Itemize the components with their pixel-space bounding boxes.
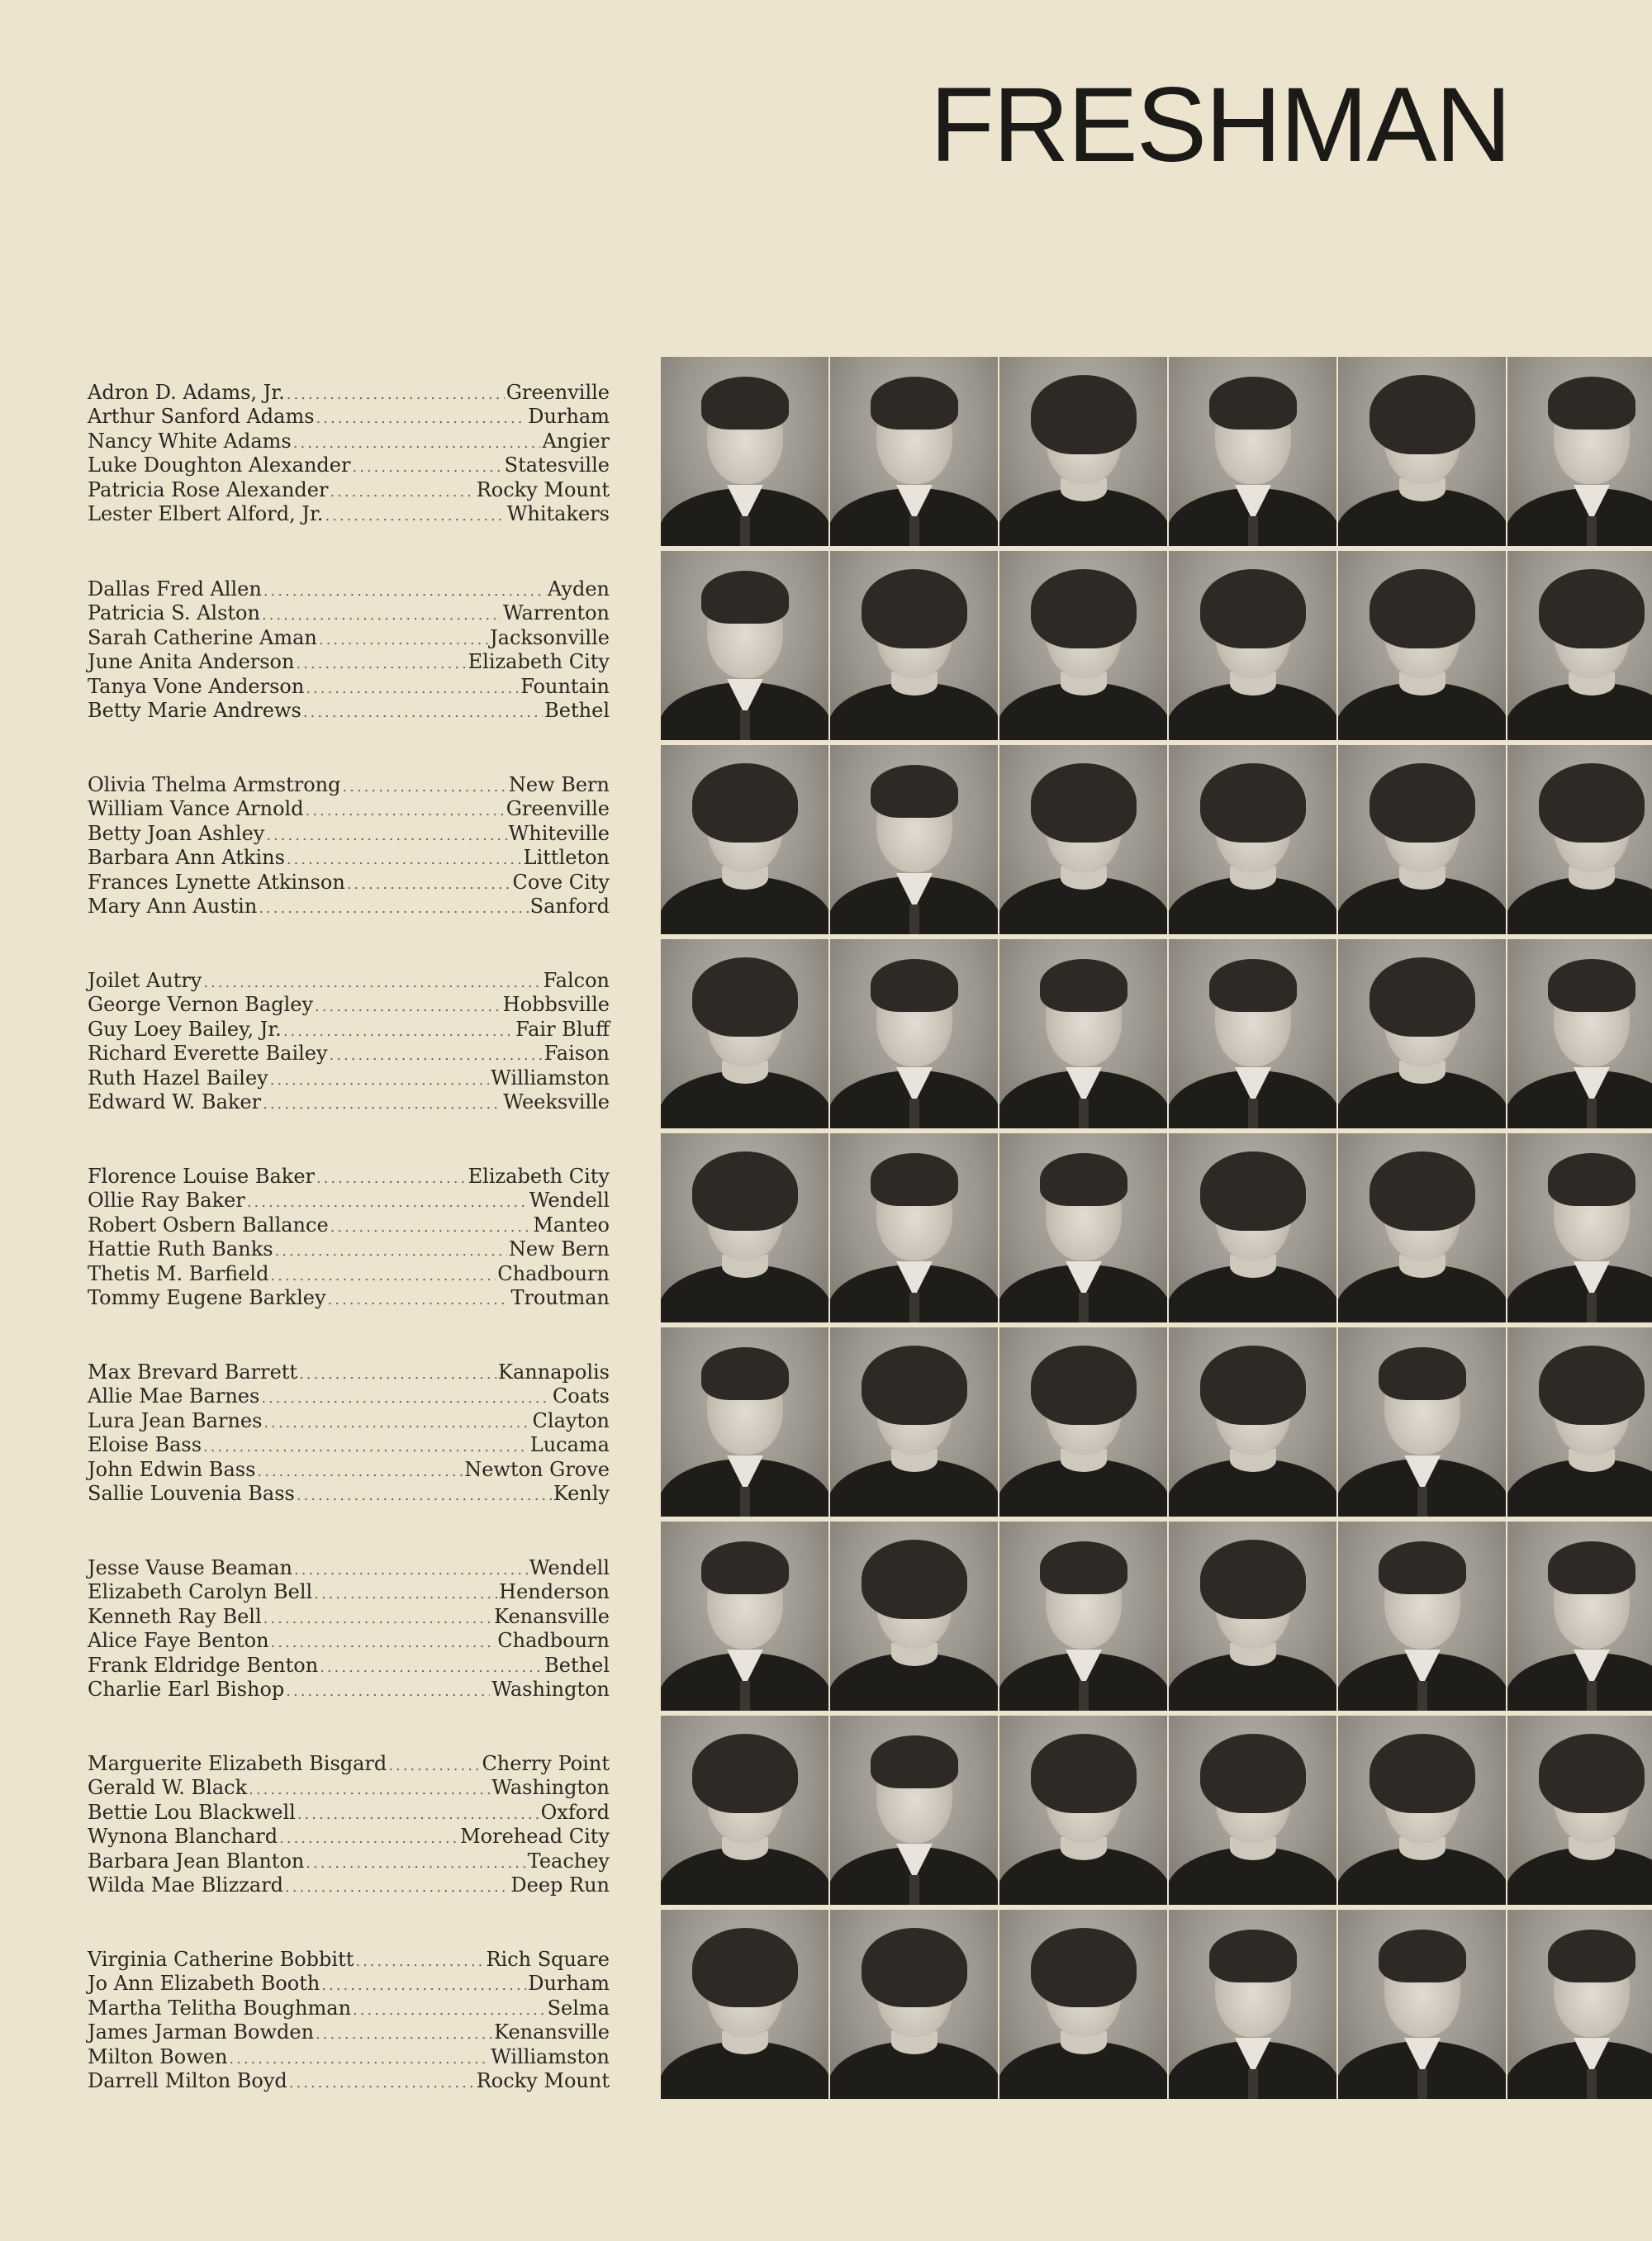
- leader-dots: [316, 2023, 492, 2045]
- student-portrait: [661, 551, 828, 740]
- hometown: Teachey: [527, 1849, 610, 1873]
- hometown: Chadbourn: [497, 1261, 610, 1285]
- name-entry: [88, 454, 610, 478]
- student-name: Sallie Louvenia Bass: [88, 1482, 295, 1506]
- leader-dots: [306, 677, 519, 700]
- student-portrait: [830, 1716, 998, 1905]
- leader-dots: [316, 407, 527, 430]
- student-portrait: [661, 1910, 828, 2099]
- name-entry: [88, 1753, 610, 1777]
- student-portrait: [830, 1910, 998, 2099]
- hometown: Cove City: [512, 870, 610, 894]
- hometown: Cherry Point: [482, 1752, 610, 1775]
- name-entry: [88, 700, 610, 724]
- name-entry: [88, 503, 610, 527]
- student-name: Thetis M. Barfield: [88, 1261, 269, 1285]
- hometown: Washington: [491, 1678, 610, 1702]
- student-name: Frank Eldridge Benton: [88, 1653, 319, 1677]
- name-entry: [88, 1091, 610, 1115]
- student-portrait: [1338, 745, 1506, 934]
- student-portrait: [661, 357, 828, 546]
- hometown: Kenansville: [494, 2020, 610, 2044]
- name-entry: [88, 1949, 610, 1973]
- name-entry: [88, 1287, 610, 1311]
- student-portrait: [1338, 939, 1506, 1128]
- student-name: Barbara Jean Blanton: [88, 1849, 305, 1873]
- leader-dots: [203, 1436, 529, 1458]
- leader-dots: [247, 1191, 528, 1213]
- student-portrait: [1169, 1133, 1336, 1322]
- student-portrait: [1169, 1522, 1336, 1711]
- hometown: Fountain: [520, 674, 610, 698]
- student-name: Max Brevard Barrett: [88, 1360, 298, 1384]
- leader-dots: [330, 1044, 543, 1066]
- student-portrait: [661, 745, 828, 934]
- name-entry: [88, 1214, 610, 1238]
- student-name: Lura Jean Barnes: [88, 1408, 263, 1432]
- name-group: [88, 1949, 610, 2094]
- hometown: Morehead City: [460, 1825, 610, 1849]
- leader-dots: [275, 1240, 507, 1262]
- hometown: Williamston: [491, 2044, 610, 2068]
- student-portrait: [1169, 1716, 1336, 1905]
- student-name: Olivia Thelma Armstrong: [88, 773, 341, 796]
- student-name: Hattie Ruth Banks: [88, 1237, 273, 1261]
- leader-dots: [343, 776, 507, 798]
- student-portrait: [1507, 551, 1652, 740]
- student-portrait: [999, 1716, 1167, 1905]
- student-name: Edward W. Baker: [88, 1090, 262, 1114]
- student-name: Elizabeth Carolyn Bell: [88, 1580, 313, 1604]
- hometown: Littleton: [523, 846, 610, 870]
- name-entry: [88, 1606, 610, 1630]
- hometown: Greenville: [506, 797, 610, 821]
- name-entry: [88, 1189, 610, 1213]
- student-name: Betty Marie Andrews: [88, 699, 301, 723]
- student-portrait: [830, 745, 998, 934]
- student-portrait: [661, 1522, 828, 1711]
- student-portrait: [999, 551, 1167, 740]
- name-entry: [88, 1238, 610, 1262]
- student-name: Virginia Catherine Bobbitt: [88, 1948, 354, 1971]
- leader-dots: [286, 1680, 490, 1702]
- name-entry: [88, 970, 610, 994]
- name-entry: [88, 1434, 610, 1458]
- leader-dots: [285, 1876, 509, 1898]
- student-name: William Vance Arnold: [88, 797, 304, 821]
- student-name: Luke Doughton Alexander: [88, 453, 351, 477]
- student-portrait: [1338, 357, 1506, 546]
- student-portrait: [661, 1133, 828, 1322]
- name-group: [88, 1753, 610, 1898]
- student-name: Marguerite Elizabeth Bisgard: [88, 1752, 387, 1775]
- hometown: Whiteville: [508, 821, 610, 845]
- leader-dots: [353, 1999, 546, 2021]
- leader-dots: [319, 629, 488, 651]
- name-entry: [88, 1678, 610, 1702]
- student-portrait: [1338, 1133, 1506, 1322]
- hometown: Greenville: [506, 381, 610, 404]
- hometown: Weeksville: [503, 1090, 610, 1114]
- hometown: Clayton: [532, 1408, 610, 1432]
- student-name: Tommy Eugene Barkley: [88, 1286, 326, 1310]
- name-entry: [88, 1067, 610, 1091]
- name-entry: [88, 1557, 610, 1581]
- leader-dots: [299, 1363, 496, 1385]
- hometown: Coats: [552, 1384, 610, 1408]
- student-name: Alice Faye Benton: [88, 1629, 269, 1653]
- student-name: Kenneth Ray Bell: [88, 1604, 262, 1628]
- leader-dots: [270, 1265, 496, 1287]
- name-entry: [88, 2021, 610, 2045]
- name-entry: [88, 627, 610, 651]
- student-name: Barbara Ann Atkins: [88, 846, 285, 870]
- hometown: Wendell: [529, 1189, 610, 1213]
- leader-dots: [306, 800, 505, 822]
- hometown: Washington: [491, 1776, 610, 1800]
- name-entry: [88, 382, 610, 406]
- student-name: Lester Elbert Alford, Jr.: [88, 502, 324, 526]
- student-portrait: [1507, 1522, 1652, 1711]
- leader-dots: [203, 971, 541, 994]
- hometown: Elizabeth City: [468, 1165, 610, 1188]
- student-portrait: [1169, 551, 1336, 740]
- student-portrait: [1507, 1133, 1652, 1322]
- hometown: Jacksonville: [490, 625, 610, 649]
- name-entry: [88, 676, 610, 700]
- hometown: Troutman: [510, 1286, 610, 1310]
- leader-dots: [287, 848, 522, 871]
- name-entry: [88, 430, 610, 454]
- hometown: Chadbourn: [497, 1629, 610, 1653]
- name-entry: [88, 774, 610, 798]
- student-portrait: [1169, 1327, 1336, 1517]
- leader-dots: [261, 1387, 551, 1409]
- hometown: Kenansville: [494, 1604, 610, 1628]
- leader-dots: [287, 383, 505, 406]
- student-portrait: [1169, 357, 1336, 546]
- student-name: Adron D. Adams, Jr.: [88, 381, 285, 404]
- student-portrait: [830, 1327, 998, 1517]
- name-entry: [88, 994, 610, 1018]
- student-name: Mary Ann Austin: [88, 895, 258, 919]
- hometown: Angier: [542, 429, 610, 453]
- student-name: Darrell Milton Boyd: [88, 2069, 287, 2093]
- name-entry: [88, 479, 610, 503]
- student-name: James Jarman Bowden: [88, 2020, 315, 2044]
- student-portrait: [830, 939, 998, 1128]
- student-name: Arthur Sanford Adams: [88, 405, 315, 429]
- name-entry: [88, 798, 610, 822]
- name-group: [88, 382, 610, 527]
- student-portrait: [1507, 357, 1652, 546]
- leader-dots: [259, 897, 528, 919]
- leader-dots: [347, 873, 511, 895]
- name-entry: [88, 406, 610, 430]
- student-portrait: [661, 939, 828, 1128]
- name-entry: [88, 871, 610, 895]
- student-portrait: [1507, 1327, 1652, 1517]
- name-entry: [88, 1997, 610, 2021]
- hometown: Ayden: [548, 577, 610, 601]
- student-name: Martha Telitha Boughman: [88, 1996, 352, 2020]
- hometown: Bethel: [544, 699, 610, 723]
- student-portrait: [1507, 1716, 1652, 1905]
- hometown: Williamston: [491, 1066, 610, 1090]
- leader-dots: [352, 456, 502, 478]
- student-portrait: [1507, 745, 1652, 934]
- name-entry: [88, 578, 610, 602]
- name-entry: [88, 1874, 610, 1898]
- name-entry: [88, 1385, 610, 1409]
- leader-dots: [229, 2048, 489, 2070]
- hometown: Henderson: [499, 1580, 610, 1604]
- name-entry: [88, 1850, 610, 1874]
- student-name: Allie Mae Barnes: [88, 1384, 260, 1408]
- hometown: Wendell: [529, 1556, 610, 1579]
- name-entry: [88, 2046, 610, 2070]
- student-portrait: [999, 745, 1167, 934]
- name-group: [88, 774, 610, 919]
- name-entry: [88, 1581, 610, 1605]
- student-portrait: [830, 1522, 998, 1711]
- name-entry: [88, 847, 610, 871]
- hometown: Kenly: [553, 1482, 610, 1506]
- hometown: Oxford: [540, 1800, 610, 1824]
- student-name: Patricia S. Alston: [88, 601, 260, 625]
- hometown: Whitakers: [506, 502, 610, 526]
- student-portrait: [830, 551, 998, 740]
- name-entry: [88, 1263, 610, 1287]
- leader-dots: [262, 604, 501, 626]
- student-name: Dallas Fred Allen: [88, 577, 262, 601]
- leader-dots: [263, 1093, 501, 1115]
- name-entry: [88, 1042, 610, 1066]
- student-name: Jo Ann Elizabeth Booth: [88, 1972, 320, 1996]
- name-entry: [88, 1410, 610, 1434]
- hometown: Durham: [528, 1972, 610, 1996]
- student-name: Milton Bowen: [88, 2044, 228, 2068]
- student-name: Florence Louise Baker: [88, 1165, 316, 1188]
- name-entry: [88, 895, 610, 919]
- student-portrait: [1169, 1910, 1336, 2099]
- student-portrait: [830, 357, 998, 546]
- name-entry: [88, 1361, 610, 1385]
- leader-dots: [388, 1754, 480, 1777]
- leader-dots: [283, 1020, 514, 1042]
- name-group: [88, 1361, 610, 1507]
- leader-dots: [316, 1167, 467, 1189]
- leader-dots: [289, 2072, 475, 2094]
- student-portrait: [830, 1133, 998, 1322]
- hometown: Durham: [528, 405, 610, 429]
- hometown: Statesville: [504, 453, 610, 477]
- student-name: Eloise Bass: [88, 1433, 202, 1457]
- hometown: Rich Square: [486, 1948, 610, 1971]
- student-name: Sarah Catherine Aman: [88, 625, 317, 649]
- hometown: Selma: [547, 1996, 610, 2020]
- student-portrait: [1338, 1910, 1506, 2099]
- name-group: [88, 1557, 610, 1702]
- name-entry: [88, 1018, 610, 1042]
- student-name: John Edwin Bass: [88, 1457, 256, 1481]
- student-portrait: [999, 1522, 1167, 1711]
- student-name: Guy Loey Bailey, Jr.: [88, 1017, 282, 1041]
- leader-dots: [257, 1460, 463, 1483]
- leader-dots: [306, 1852, 525, 1874]
- hometown: New Bern: [508, 773, 610, 796]
- leader-dots: [266, 824, 506, 847]
- student-portrait: [1338, 1522, 1506, 1711]
- student-name: Charlie Earl Bishop: [88, 1678, 285, 1702]
- hometown: Rocky Mount: [476, 2069, 610, 2093]
- student-name: Betty Joan Ashley: [88, 821, 265, 845]
- name-entry: [88, 823, 610, 847]
- leader-dots: [297, 1484, 552, 1507]
- student-portrait: [661, 1716, 828, 1905]
- leader-dots: [303, 701, 543, 724]
- hometown: Falcon: [543, 969, 610, 992]
- hometown: New Bern: [508, 1237, 610, 1261]
- leader-dots: [330, 1216, 532, 1238]
- hometown: Kannapolis: [498, 1360, 610, 1384]
- student-portrait: [1338, 1327, 1506, 1517]
- student-portrait: [999, 1910, 1167, 2099]
- leader-dots: [355, 1950, 484, 1973]
- hometown: Elizabeth City: [468, 650, 610, 674]
- leader-dots: [328, 1289, 510, 1311]
- student-name: Tanya Vone Anderson: [88, 674, 305, 698]
- leader-dots: [263, 580, 546, 602]
- name-entry: [88, 1630, 610, 1654]
- student-portrait: [1338, 551, 1506, 740]
- name-entry: [88, 1973, 610, 1996]
- student-name: June Anita Anderson: [88, 650, 295, 674]
- name-entry: [88, 602, 610, 626]
- hometown: Faison: [544, 1042, 610, 1066]
- leader-dots: [294, 1559, 528, 1581]
- portrait-grid: [661, 357, 1652, 2104]
- name-group: [88, 578, 610, 724]
- page-title: FRESHMAN: [929, 66, 1510, 184]
- leader-dots: [270, 1069, 489, 1091]
- student-portrait: [999, 357, 1167, 546]
- student-portrait: [1507, 939, 1652, 1128]
- name-entry: [88, 1655, 610, 1678]
- student-name: George Vernon Bagley: [88, 993, 314, 1017]
- leader-dots: [296, 653, 466, 675]
- leader-dots: [293, 432, 541, 454]
- student-portrait: [1507, 1910, 1652, 2099]
- leader-dots: [249, 1778, 490, 1801]
- student-portrait: [1169, 939, 1336, 1128]
- student-portrait: [1169, 745, 1336, 934]
- hometown: Warrenton: [502, 601, 610, 625]
- name-entry: [88, 1459, 610, 1483]
- hometown: Fair Bluff: [515, 1017, 610, 1041]
- leader-dots: [263, 1412, 530, 1434]
- student-portrait: [1338, 1716, 1506, 1905]
- student-portrait: [999, 1133, 1167, 1322]
- student-name: Patricia Rose Alexander: [88, 477, 329, 501]
- leader-dots: [320, 1656, 543, 1678]
- hometown: Rocky Mount: [476, 477, 610, 501]
- leader-dots: [263, 1607, 493, 1630]
- student-name: Wynona Blanchard: [88, 1825, 278, 1849]
- leader-dots: [321, 1974, 526, 1996]
- student-name: Ollie Ray Baker: [88, 1189, 245, 1213]
- student-portrait: [661, 1327, 828, 1517]
- student-name: Robert Osbern Ballance: [88, 1213, 329, 1237]
- name-entry: [88, 1802, 610, 1826]
- hometown: Sanford: [529, 895, 610, 919]
- student-name: Frances Lynette Atkinson: [88, 870, 345, 894]
- student-portrait: [999, 1327, 1167, 1517]
- hometown: Manteo: [533, 1213, 610, 1237]
- hometown: Bethel: [544, 1653, 610, 1677]
- leader-dots: [271, 1631, 496, 1654]
- student-name: Bettie Lou Blackwell: [88, 1800, 296, 1824]
- student-name: Gerald W. Black: [88, 1776, 248, 1800]
- leader-dots: [330, 481, 474, 503]
- hometown: Lucama: [529, 1433, 610, 1457]
- hometown: Deep Run: [510, 1873, 610, 1897]
- leader-dots: [314, 1583, 497, 1605]
- student-name: Jesse Vause Beaman: [88, 1556, 293, 1579]
- hometown: Hobbsville: [502, 993, 610, 1017]
- name-entry: [88, 2070, 610, 2094]
- name-entry: [88, 1777, 610, 1801]
- name-entry: [88, 1483, 610, 1507]
- leader-dots: [325, 505, 505, 527]
- student-name: Ruth Hazel Bailey: [88, 1066, 268, 1090]
- student-name: Nancy White Adams: [88, 429, 292, 453]
- name-group: [88, 1166, 610, 1311]
- leader-dots: [315, 995, 501, 1018]
- student-name: Wilda Mae Blizzard: [88, 1873, 284, 1897]
- student-portrait: [999, 939, 1167, 1128]
- student-name: Richard Everette Bailey: [88, 1042, 328, 1066]
- hometown: Newton Grove: [464, 1457, 610, 1481]
- student-name: Joilet Autry: [88, 969, 202, 992]
- leader-dots: [297, 1803, 539, 1826]
- name-entry: [88, 651, 610, 675]
- name-group: [88, 970, 610, 1115]
- name-entry: [88, 1166, 610, 1189]
- leader-dots: [279, 1827, 458, 1849]
- name-entry: [88, 1826, 610, 1849]
